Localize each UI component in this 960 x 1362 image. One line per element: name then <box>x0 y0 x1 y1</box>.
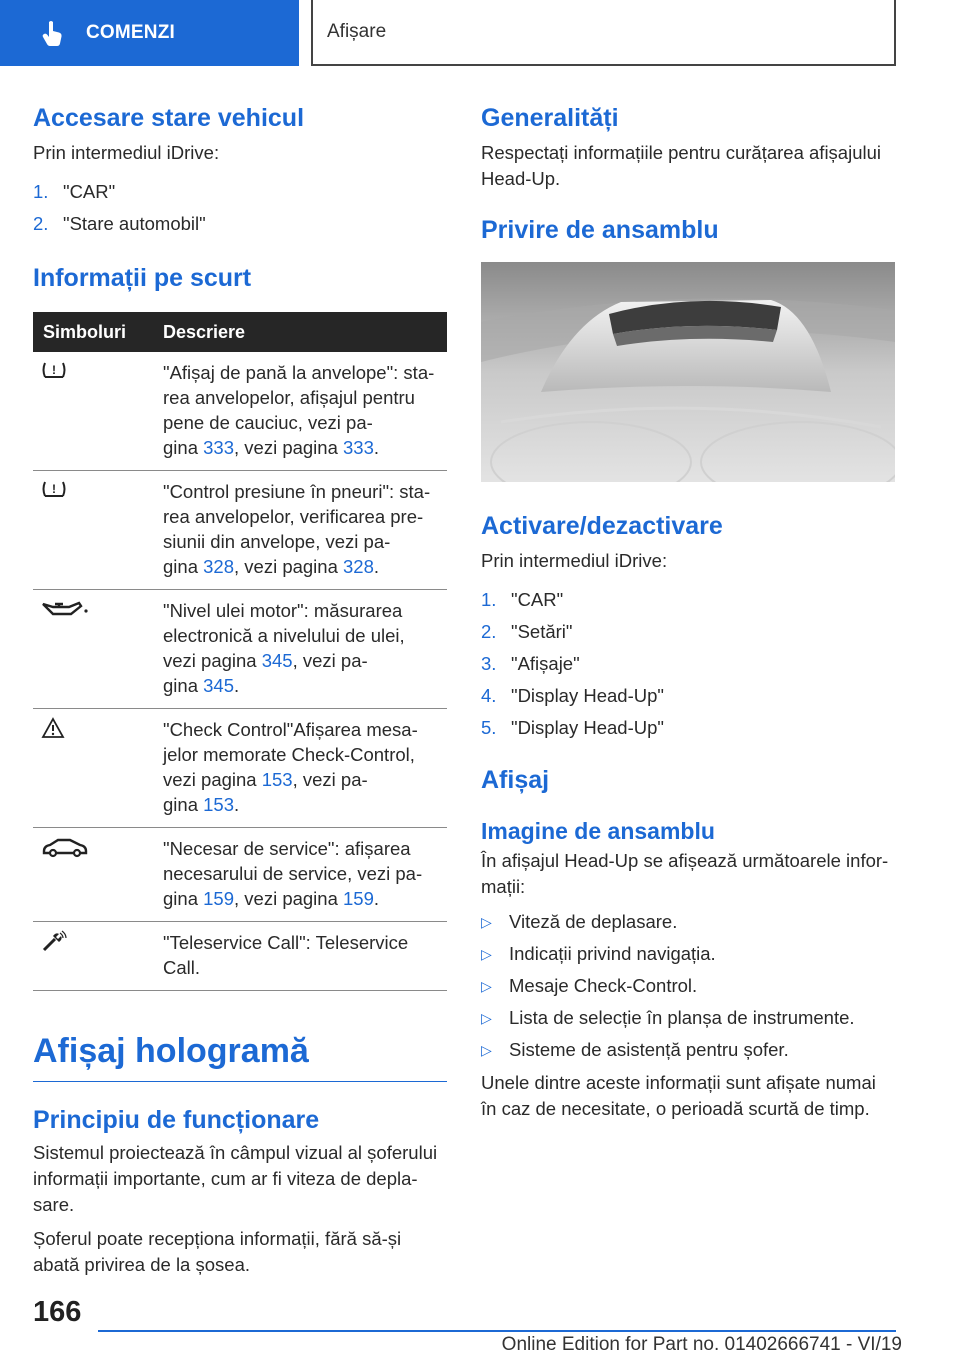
section-box <box>311 0 896 66</box>
toggle-steps <box>481 584 895 744</box>
page-link[interactable]: 345 <box>261 650 293 671</box>
table-row: "Check Control"Afișarea mesa- jelor memorate Check-Control, vezi pagina 153, vezi pa- gina 153. <box>33 709 447 828</box>
list-item: 2. "Setări" <box>481 621 573 642</box>
page-link[interactable]: 159 <box>203 888 234 909</box>
image-intro: În afișajul Head-Up se afișează următoarele infor-mații: <box>481 850 889 897</box>
page-link[interactable]: 333 <box>203 437 234 458</box>
warning-triangle-icon <box>41 717 65 739</box>
page-link[interactable]: 153 <box>203 794 234 815</box>
page-link[interactable]: 153 <box>261 769 293 790</box>
bullet-triangle-icon: ▷ <box>481 978 492 994</box>
table-row: "Necesar de service": afișarea necesarului de service, vezi pa- gina 159, vezi pagina 159. <box>33 828 447 922</box>
section-label: Afișare <box>327 21 387 42</box>
table-row: ! "Control presiune în pneuri": sta- rea anvelopelor, verificarea pre- siunii din anvelope, vezi pa- gina 328, vezi pagina 328. <box>33 471 447 590</box>
list-item: 3. "Afișaje" <box>481 653 580 674</box>
table-header-description: Descriere <box>163 312 447 352</box>
list-item: ▷ Lista de selecție în planșa de instrumente. <box>481 1002 895 1034</box>
right-column <box>481 102 895 1122</box>
wrench-call-icon <box>41 930 67 952</box>
chapter-tab[interactable] <box>0 0 299 66</box>
symbols-table <box>33 312 447 991</box>
list-item: ▷ Viteză de deplasare. <box>481 906 895 938</box>
page-link[interactable]: 333 <box>343 437 374 458</box>
image-heading: Imagine de ansamblu <box>481 818 715 844</box>
bullet-triangle-icon: ▷ <box>481 1042 492 1058</box>
service-car-icon <box>41 836 89 858</box>
bullet-triangle-icon: ▷ <box>481 1010 492 1026</box>
general-text: Respectați informațiile pentru curățarea afișajului Head-Up. <box>481 142 882 189</box>
list-item: 1. "CAR" <box>33 181 116 202</box>
footer-rule <box>98 1330 896 1332</box>
display-heading: Afișaj <box>481 766 550 794</box>
vehicle-steps <box>33 176 447 240</box>
toggle-heading: Activare/dezactivare <box>481 512 723 540</box>
left-column <box>33 102 447 1278</box>
svg-text:!: ! <box>52 482 56 496</box>
principle-paragraph: Sistemul proiectează în câmpul vizual al șoferului informații importante, cum ar fi viteza de depla-sare. <box>33 1142 438 1215</box>
list-item: 5. "Display Head-Up" <box>481 717 664 738</box>
chapter-label: COMENZI <box>86 22 176 43</box>
bullet-triangle-icon: ▷ <box>481 914 492 930</box>
principle-paragraph-2: Șoferul poate recepționa informații, fără să-și abată privirea de la șosea. <box>33 1228 402 1275</box>
list-item: 2. "Stare automobil" <box>33 213 206 234</box>
list-item: 4. "Display Head-Up" <box>481 685 664 706</box>
oil-can-icon <box>41 598 89 620</box>
page-link[interactable]: 328 <box>343 556 374 577</box>
vehicle-intro: Prin intermediul iDrive: <box>33 142 220 163</box>
table-row: ! "Afișaj de pană la anvelope": sta- rea anvelopelor, afișajul pentru pene de cauciuc, vezi pa- gina 333, vezi pagina 333. <box>33 352 447 471</box>
info-bullets <box>481 906 895 1066</box>
heading-rule <box>33 1081 447 1082</box>
table-row: "Nivel ulei motor": măsurarea electronică a nivelului de ulei, vezi pagina 345, vezi pa- gina 345. <box>33 590 447 709</box>
svg-text:!: ! <box>52 363 56 377</box>
page-number: 166 <box>33 1296 82 1328</box>
edition-note: Online Edition for Part no. 01402666741 - VI/19 <box>501 1334 902 1355</box>
list-item: ▷ Mesaje Check-Control. <box>481 970 895 1002</box>
vehicle-status-heading: Accesare stare vehicul <box>33 104 305 132</box>
closing-paragraph: Unele dintre aceste informații sunt afișate numai în caz de necesitate, o perioadă scurtă de timp. <box>481 1072 876 1119</box>
info-heading: Informații pe scurt <box>33 264 252 292</box>
list-item: ▷ Indicații privind navigația. <box>481 938 895 970</box>
hologram-heading: Afișaj hologramă <box>33 1032 309 1070</box>
principle-heading: Principiu de funcționare <box>33 1106 320 1134</box>
overview-heading: Privire de ansamblu <box>481 216 719 244</box>
general-heading: Generalități <box>481 104 619 132</box>
table-row: "Teleservice Call": Teleservice Call. <box>33 922 447 991</box>
page-link[interactable]: 345 <box>203 675 234 696</box>
page-link[interactable]: 328 <box>203 556 234 577</box>
tire-pressure-icon <box>41 479 67 501</box>
table-header-symbols: Simboluri <box>33 312 163 352</box>
list-item: 1. "CAR" <box>481 589 564 610</box>
head-up-display-photo <box>481 262 895 482</box>
page-link[interactable]: 159 <box>343 888 374 909</box>
page-header <box>0 0 960 66</box>
list-item: ▷ Sisteme de asistență pentru șofer. <box>481 1034 895 1066</box>
bullet-triangle-icon: ▷ <box>481 946 492 962</box>
toggle-intro: Prin intermediul iDrive: <box>481 550 668 571</box>
tire-warning-icon <box>41 360 67 382</box>
hand-icon <box>38 18 68 48</box>
